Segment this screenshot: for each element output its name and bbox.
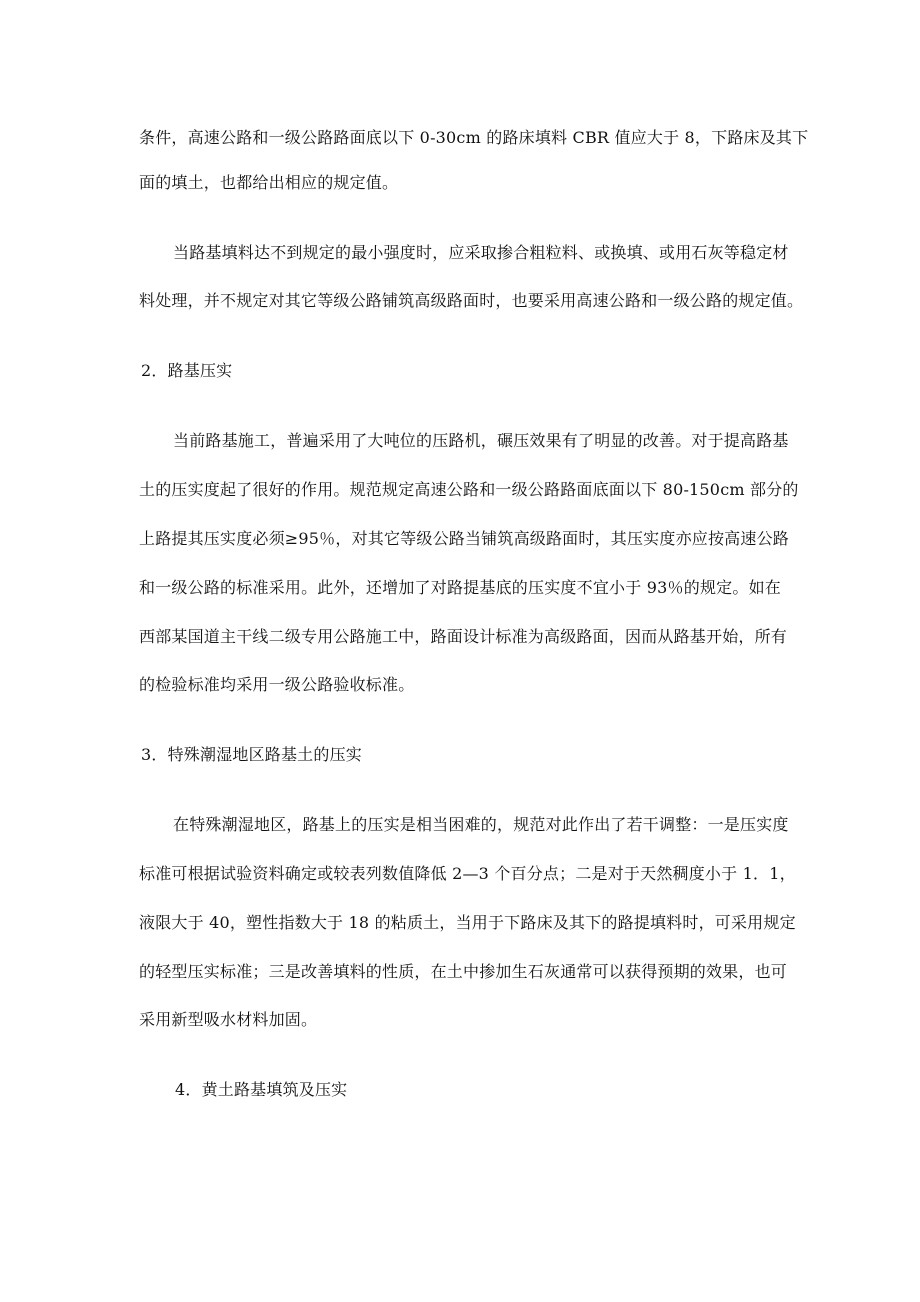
paragraph-4-line-2: 标准可根据试验资料确定或较表列数值降低 2—3 个百分点；二是对于天然稠度小于 1．1， [139,864,796,883]
paragraph-2-line-1: 当路基填料达不到规定的最小强度时，应采取掺合粗粒料、或换填、或用石灰等稳定材 [173,243,789,262]
paragraph-1-line-1: 条件，高速公路和一级公路路面底以下 0-30cm 的路床填料 CBR 值应大于 8，下路床及其下 [139,128,809,147]
paragraph-4-line-4: 的轻型压实标准；三是改善填料的性质，在土中掺加生石灰通常可以获得预期的效果，也可 [139,962,788,981]
section-heading-3: 3．特殊潮湿地区路基土的压实 [141,745,362,764]
paragraph-4-line-3: 液限大于 40，塑性指数大于 18 的粘质土，当用于下路床及其下的路提填料时，可采用规定 [139,913,796,932]
paragraph-3-line-2: 土的压实度起了很好的作用。规范规定高速公路和一级公路路面底面以下 80-150cm 部分的 [139,480,799,499]
paragraph-4-line-5: 采用新型吸水材料加固。 [139,1010,318,1029]
paragraph-3-line-4: 和一级公路的标准采用。此外，还增加了对路提基底的压实度不宜小于 93％的规定。如在 [139,578,781,597]
paragraph-3-line-5: 西部某国道主干线二级专用公路施工中，路面设计标准为高级路面，因而从路基开始，所有 [139,627,788,646]
paragraph-2-line-2: 料处理，并不规定对其它等级公路铺筑高级路面时，也要采用高速公路和一级公路的规定值。 [139,291,804,310]
paragraph-3-line-3: 上路提其压实度必须≥95％，对其它等级公路当铺筑高级路面时，其压实度亦应按高速公路 [139,529,789,548]
paragraph-1-line-2: 面的填土，也都给出相应的规定值。 [139,173,399,192]
section-heading-2: 2．路基压实 [141,361,233,380]
paragraph-4-line-1: 在特殊潮湿地区，路基上的压实是相当困难的，规范对此作出了若干调整：一是压实度 [173,815,789,834]
paragraph-3-line-1: 当前路基施工，普遍采用了大吨位的压路机，碾压效果有了明显的改善。对于提高路基 [173,431,789,450]
section-heading-4: 4．黄土路基填筑及压实 [175,1080,348,1099]
paragraph-3-line-6: 的检验标准均采用一级公路验收标准。 [139,675,415,694]
